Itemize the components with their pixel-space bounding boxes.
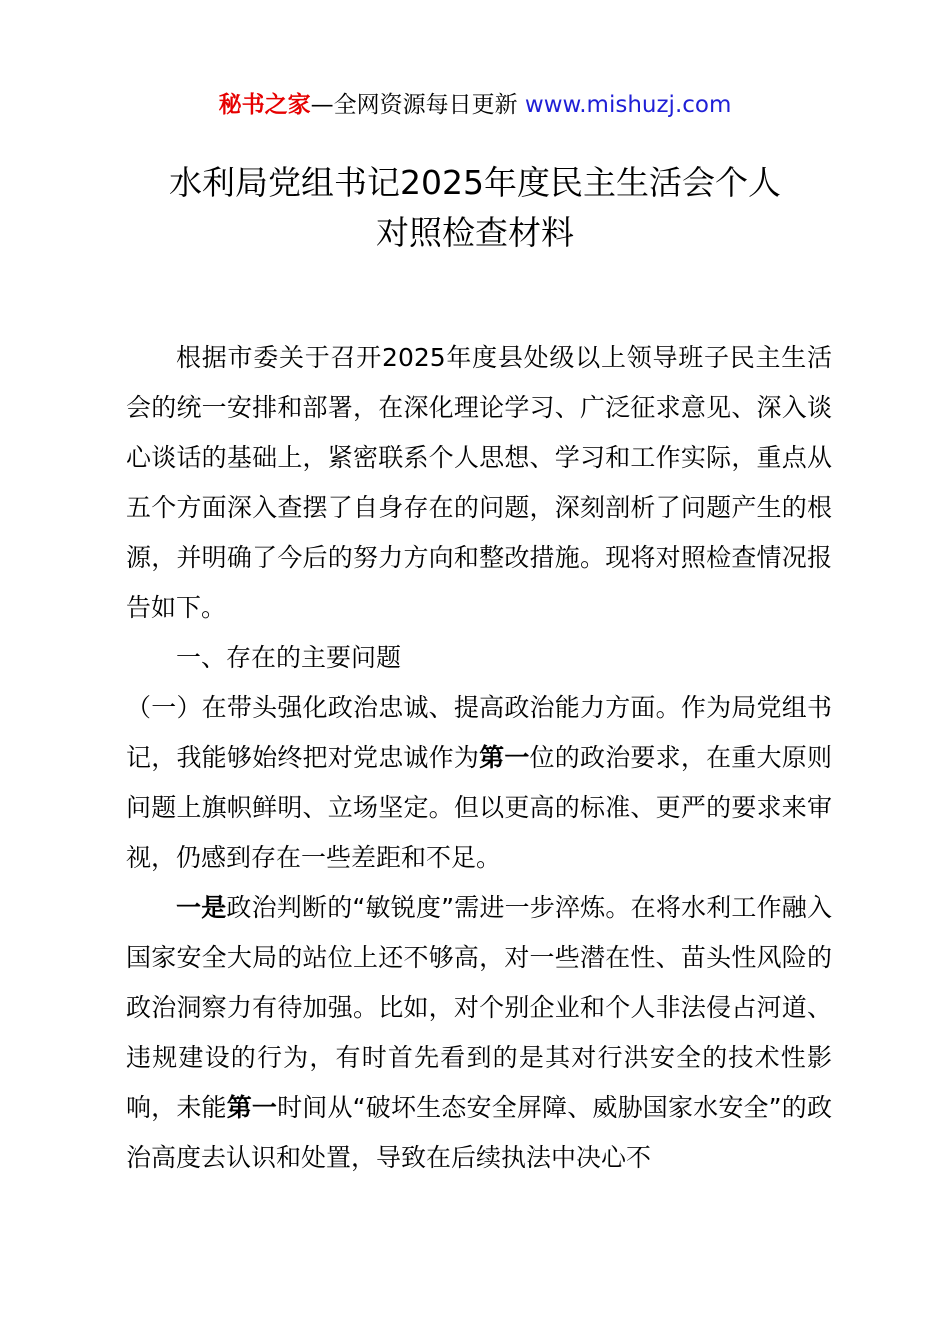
point-one-paragraph bbox=[126, 883, 832, 1183]
intro-paragraph: 根据市委关于召开2025年度县处级以上领导班子民主生活会的统一安排和部署，在深化理论学习、广泛征求意见、深入谈心谈话的基础上，紧密联系个人思想、学习和工作实际，重点从五个方面深入查摆了自身存在的问题，深刻剖析了问题产生的根源，并明确了今后的努力方向和整改措施。现将对照检查情况报告如下。 bbox=[126, 343, 832, 622]
title-line-2: 对照检查材料 bbox=[376, 213, 574, 252]
point-one-text-1: 政治判断的“敏锐度”需进一步淬炼。在将水利工作融入国家安全大局的站位上还不够高，对一些潜在性、苗头性风险的政治洞察力有待加强。比如，对个别企业和个人非法侵占河道、违规建设的行为，有时首先看到的是其对行洪安全的技术性影响，未能 bbox=[126, 893, 832, 1122]
document-body bbox=[126, 333, 832, 1183]
site-url-link[interactable]: www.mishuzj.com bbox=[524, 92, 732, 118]
subsection-bold-text: 第一 bbox=[479, 743, 530, 772]
title-line-1: 水利局党组书记2025年度民主生活会个人 bbox=[169, 163, 781, 202]
point-one-lead: 一是 bbox=[176, 893, 227, 922]
section-heading: 一、存在的主要问题 bbox=[176, 643, 402, 672]
subsection-paragraph bbox=[126, 683, 832, 883]
subsection-text-2: 位的政治要求，在重大原则问题上旗帜鲜明、立场坚定。但以更高的标准、更严的要求来审视，仍感到存在一些差距和不足。 bbox=[126, 743, 832, 872]
subsection-text-1: （一）在带头强化政治忠诚、提高政治能力方面。作为局党组书记，我能够始终把对党忠诚作为 bbox=[126, 693, 832, 772]
site-header bbox=[0, 88, 950, 122]
point-one-bold-text: 第一 bbox=[226, 1093, 278, 1122]
point-one-text-2: 时间从“破坏生态安全屏障、威胁国家水安全”的政治高度去认识和处置，导致在后续执法中决心不 bbox=[126, 1093, 832, 1172]
site-brand: 秘书之家 bbox=[218, 92, 311, 118]
document-title bbox=[0, 158, 950, 258]
site-tagline: —全网资源每日更新 bbox=[310, 92, 525, 118]
